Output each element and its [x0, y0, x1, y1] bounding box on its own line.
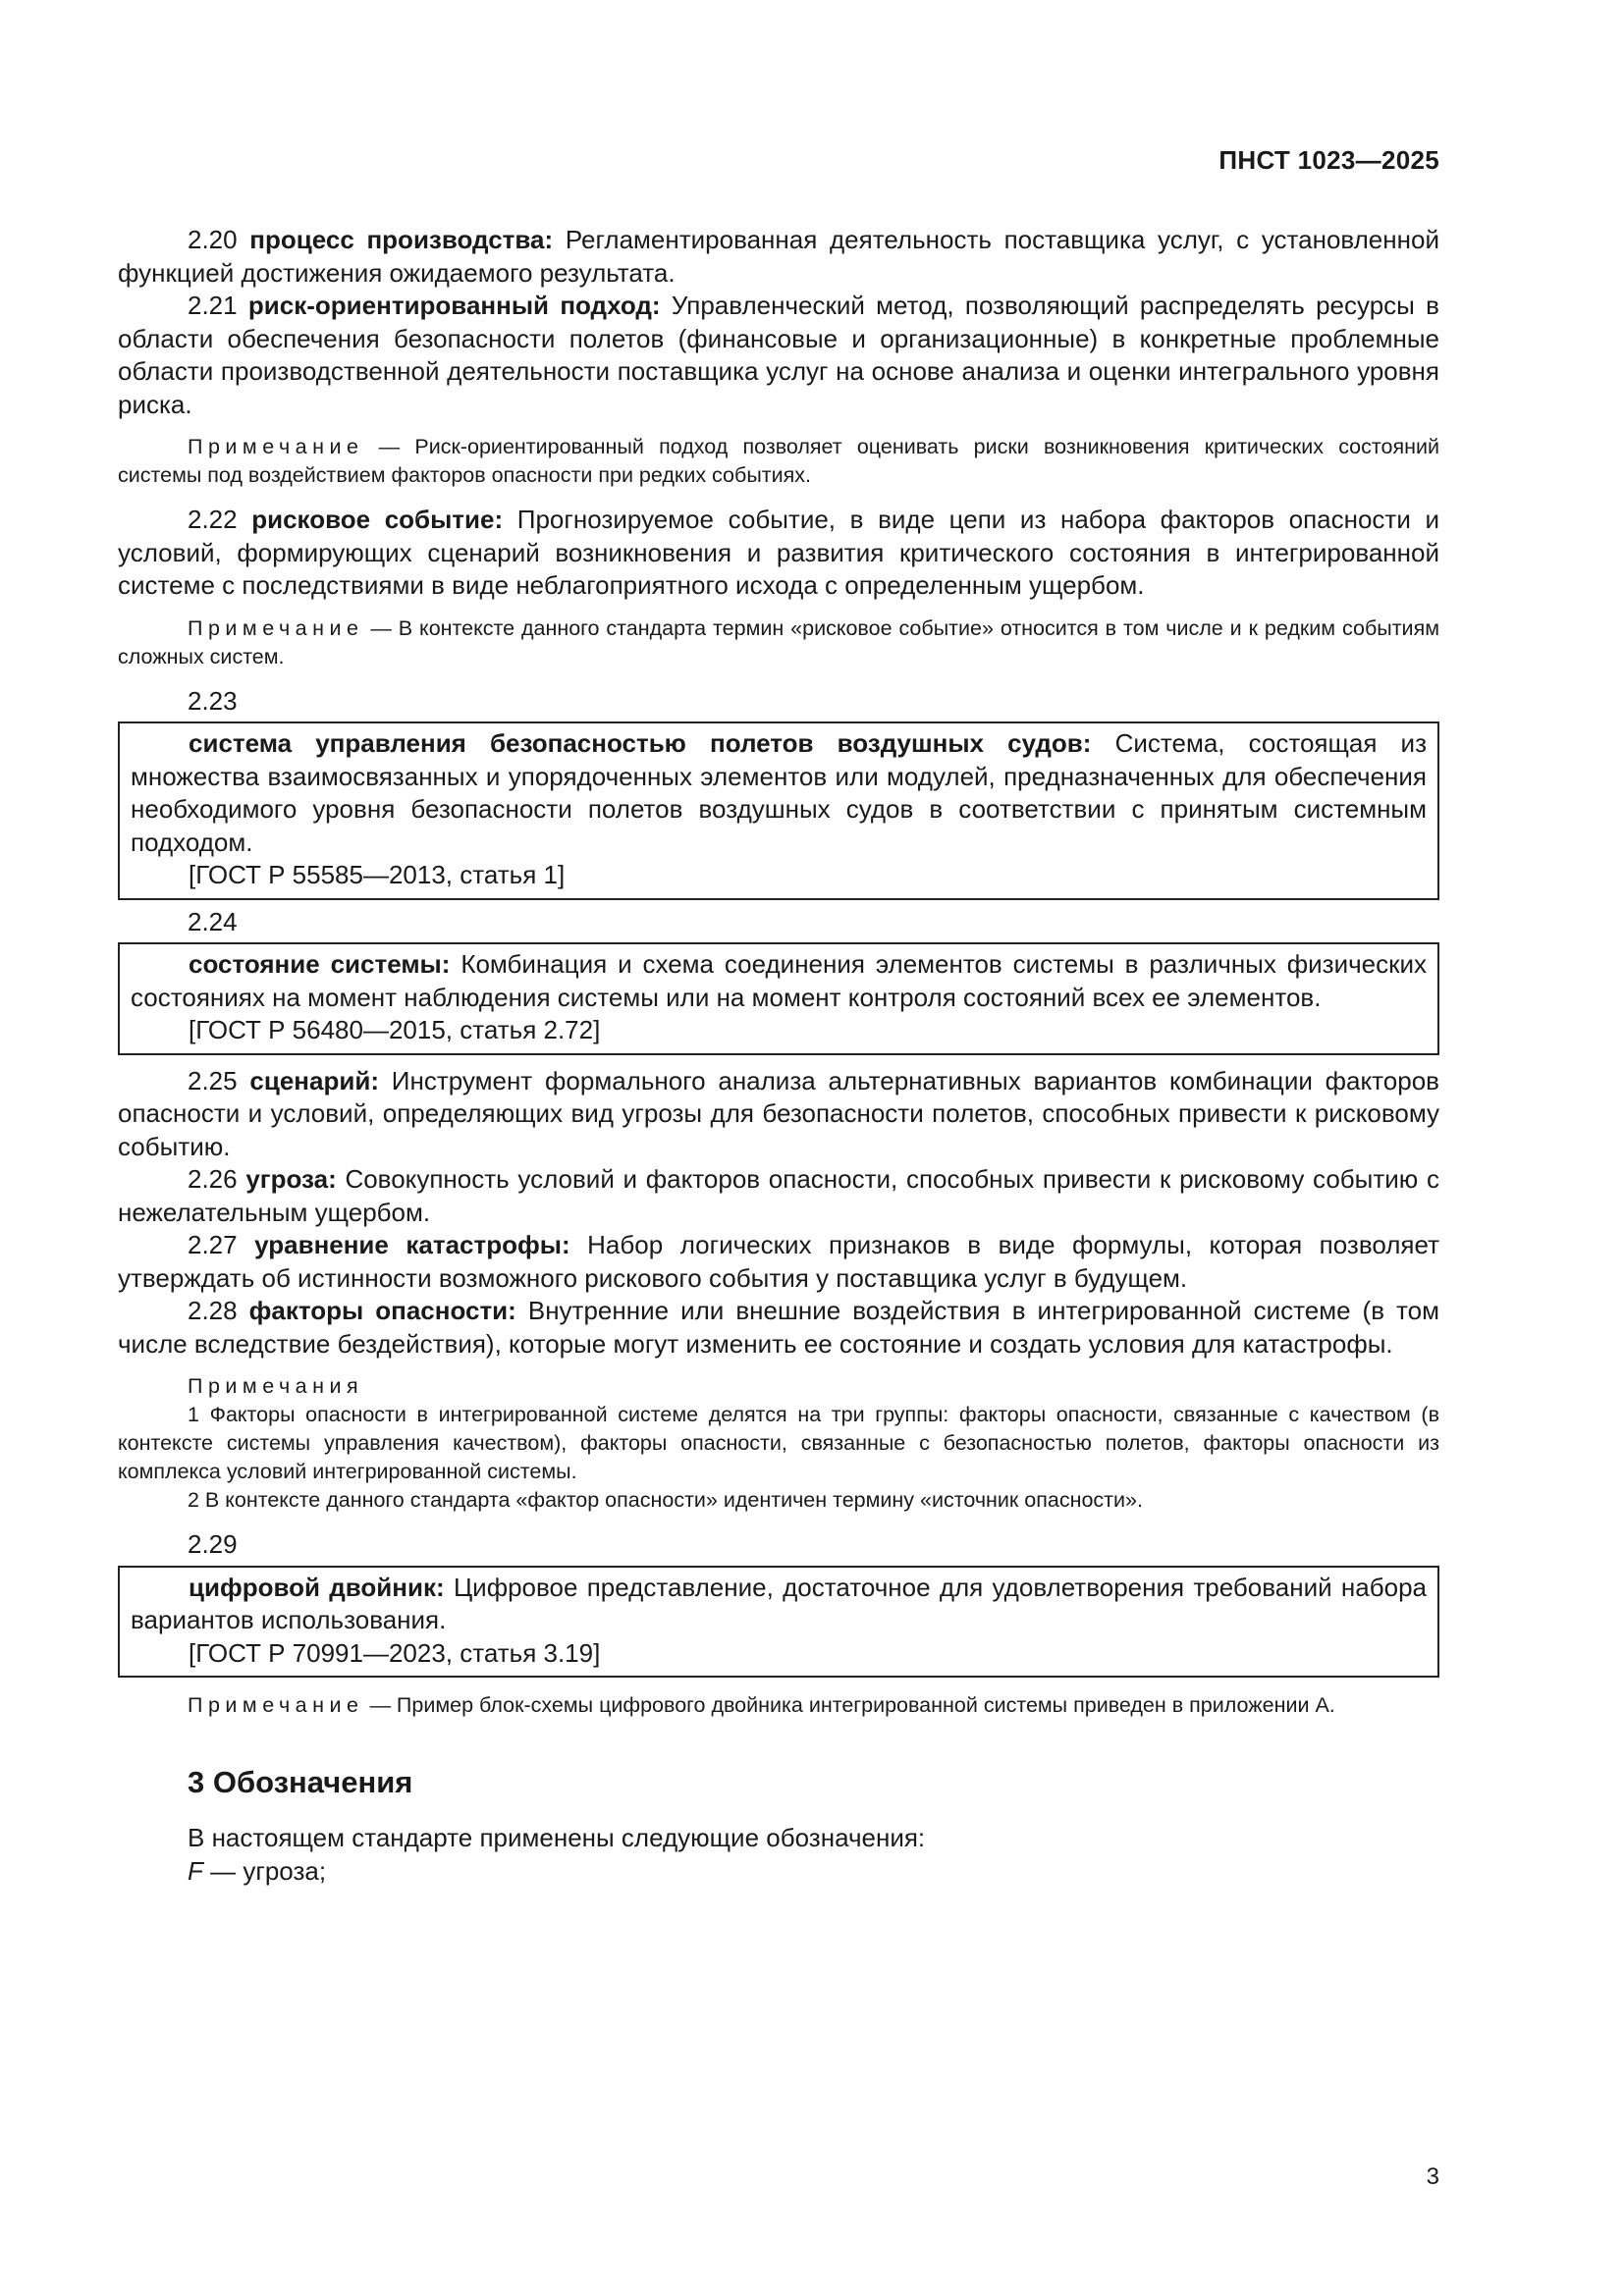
term-name: угроза: — [245, 1164, 337, 1194]
symbol: F — [188, 1855, 203, 1886]
document-content — [118, 224, 1439, 1888]
term-number: 2.26 — [188, 1164, 238, 1194]
term-definition: Система, состоящая из множества взаимосвязанных и упорядоченных элементов или модулей, предназначенных для обеспечения необходимого уровня безопасности полетов воздушных судов в соответствии с принятым системным подходом. — [131, 728, 1427, 857]
note-text: — В контексте данного стандарта термин «рисковое событие» относится в том числе и к редким событиям сложных систем. — [118, 615, 1439, 668]
section-3-intro: В настоящем стандарте применены следующие обозначения: — [188, 1823, 926, 1852]
note-2-22 — [118, 614, 1439, 671]
term-name: система управления безопасностью полетов воздушных судов: — [189, 728, 1092, 758]
term-number: 2.25 — [188, 1065, 238, 1095]
term-definition: Цифровое представление, достаточное для удовлетворения требований набора вариантов использования. — [131, 1572, 1427, 1634]
section-3-title: 3 Обозначения — [188, 1765, 413, 1799]
term-name: уравнение катастрофы: — [254, 1230, 570, 1259]
term-number: 2.20 — [188, 225, 238, 254]
term-2-29-box — [118, 1566, 1439, 1679]
note-item-1: 1 Факторы опасности в интегрированной системе делятся на три группы: факторы опасности, связанные с качеством (в контексте системы управления качеством), факторы опасности, связанные с безопасностью полетов, факторы опасности из комплекса условий интегрированной системы. — [118, 1403, 1439, 1483]
term-number: 2.21 — [188, 291, 238, 320]
note-label: Примечание — [188, 1693, 364, 1717]
term-source: [ГОСТ Р 56480—2015, статья 2.72] — [189, 1015, 601, 1044]
symbol-description: — угроза; — [210, 1855, 327, 1886]
term-definition: Комбинация и схема соединения элементов системы в различных физических состояниях на момент наблюдения системы или на момент контроля состояний всех ее элементов. — [131, 949, 1427, 1012]
term-2-23-box — [118, 721, 1439, 900]
term-name: риск-ориентированный подход: — [247, 291, 661, 320]
term-source: [ГОСТ Р 70991—2023, статья 3.19] — [189, 1637, 601, 1668]
term-definition: Управленческий метод, позволяющий распределять ресурсы в области обеспечения безопасности полетов (финансовые и организационные) в конкретные проблемные области производственной деятельности поставщика услуг на основе анализа и оценки интегрального уровня риска. — [118, 291, 1439, 419]
term-definition: Инструмент формального анализа альтернативных вариантов комбинации факторов опасности и условий, определяющих вид угрозы для безопасности полетов, способных привести к рисковому событию. — [118, 1065, 1439, 1161]
term-2-29 — [131, 1572, 1427, 1637]
term-definition: Внутренние или внешние воздействия в интегрированной системе (в том числе вследствие бездействия), которые могут изменить ее состояние и создать условия для катастрофы. — [118, 1296, 1439, 1359]
term-definition: Прогнозируемое событие, в виде цепи из набора факторов опасности и условий, формирующих сценарий возникновения и развития критического состояния в интегрированной системе с последствиями в виде неблагоприятного исхода с определенным ущербом. — [118, 505, 1439, 600]
term-number: 2.22 — [188, 505, 238, 534]
term-2-22 — [118, 504, 1439, 603]
term-2-24 — [131, 948, 1427, 1014]
document-code-header: ПНСТ 1023—2025 — [1218, 145, 1439, 175]
term-name: рисковое событие: — [251, 505, 504, 534]
term-2-21 — [118, 290, 1439, 421]
note-label: Примечание — [188, 615, 364, 640]
term-number: 2.27 — [188, 1230, 238, 1259]
notes-title: Примечания — [188, 1374, 364, 1398]
term-name: состояние системы: — [189, 949, 451, 979]
term-name: факторы опасности: — [248, 1296, 516, 1325]
term-2-25 — [118, 1065, 1439, 1164]
term-definition: Набор логических признаков в виде формулы, которая позволяет утверждать об истинности возможного рискового события у поставщика услуг в будущем. — [118, 1230, 1440, 1293]
term-2-20 — [118, 224, 1439, 290]
symbol-definition — [118, 1855, 1439, 1889]
term-number-2-29: 2.29 — [188, 1529, 238, 1559]
notes-2-28 — [118, 1372, 1439, 1515]
note-text: — Пример блок-схемы цифрового двойника интегрированной системы приведен в приложении А. — [369, 1693, 1335, 1717]
page-number: 3 — [1426, 2163, 1439, 2190]
term-2-27 — [118, 1229, 1439, 1295]
note-text: — Риск-ориентированный подход позволяет оценивать риски возникновения критических состояний системы под воздействием факторов опасности при редких событиях. — [118, 435, 1439, 487]
term-name: цифровой двойник: — [189, 1572, 445, 1602]
note-2-29 — [118, 1691, 1439, 1720]
term-2-24-box — [118, 942, 1439, 1055]
note-label: Примечание — [188, 435, 364, 458]
note-item-2: 2 В контексте данного стандарта «фактор опасности» идентичен термину «источник опасности». — [188, 1488, 1143, 1512]
term-2-23 — [131, 727, 1427, 859]
term-2-26 — [118, 1163, 1439, 1229]
term-definition: Регламентированная деятельность поставщика услуг, с установленной функцией достижения ожидаемого результата. — [118, 225, 1439, 288]
term-name: процесс производства: — [249, 225, 554, 254]
term-name: сценарий: — [249, 1065, 379, 1095]
term-source: [ГОСТ Р 55585—2013, статья 1] — [189, 860, 566, 889]
note-2-21 — [118, 433, 1439, 490]
term-number-2-24: 2.24 — [188, 906, 238, 936]
term-definition: Совокупность условий и факторов опасности, способных привести к рисковому событию с нежелательным ущербом. — [118, 1164, 1439, 1227]
term-number: 2.28 — [188, 1296, 238, 1325]
term-2-28 — [118, 1295, 1439, 1361]
term-number-2-23: 2.23 — [188, 685, 238, 716]
